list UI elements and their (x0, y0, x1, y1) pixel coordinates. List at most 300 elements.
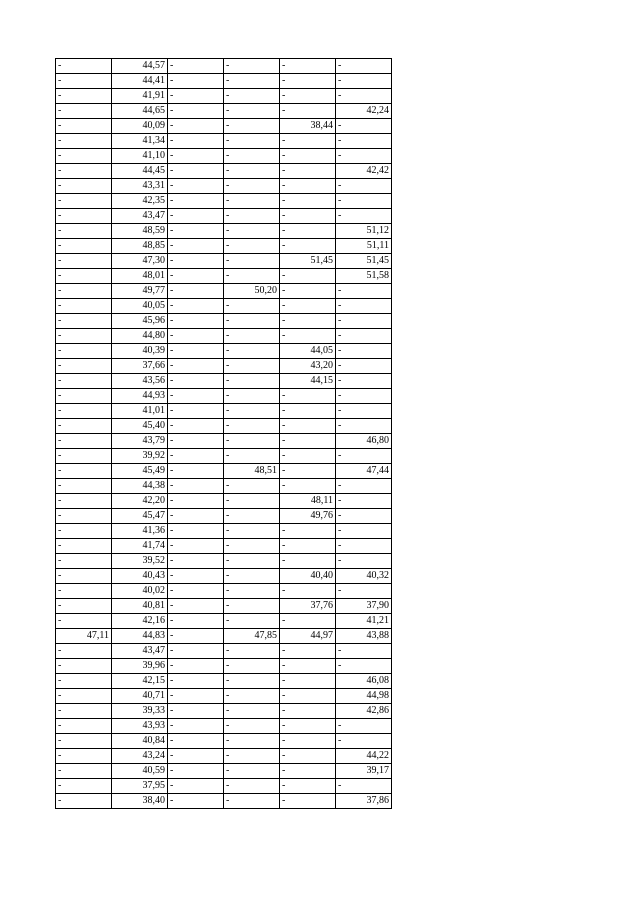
table-row (56, 374, 392, 389)
table-row (56, 464, 392, 479)
table-row (56, 269, 392, 284)
table-cell: - (280, 614, 336, 629)
table-row (56, 749, 392, 764)
table-cell: - (280, 659, 336, 674)
table-cell: - (56, 569, 112, 584)
table-cell: - (168, 704, 224, 719)
table-row (56, 344, 392, 359)
table-cell: - (56, 59, 112, 74)
table-cell: - (56, 524, 112, 539)
table-cell: - (56, 599, 112, 614)
table-cell: - (336, 194, 392, 209)
table-cell: - (56, 794, 112, 809)
table-cell: - (168, 329, 224, 344)
table-cell: - (280, 59, 336, 74)
table-row (56, 284, 392, 299)
table-cell: - (56, 704, 112, 719)
table-cell: 43,47 (112, 209, 168, 224)
table-cell: - (56, 269, 112, 284)
table-row (56, 734, 392, 749)
table-cell: 39,17 (336, 764, 392, 779)
table-cell: 41,74 (112, 539, 168, 554)
table-cell: 37,76 (280, 599, 336, 614)
table-cell: - (224, 419, 280, 434)
table-cell: - (280, 734, 336, 749)
table-cell: - (280, 104, 336, 119)
table-cell: 43,20 (280, 359, 336, 374)
table-cell: 51,11 (336, 239, 392, 254)
table-cell: 44,97 (280, 629, 336, 644)
table-row (56, 404, 392, 419)
table-cell: 38,40 (112, 794, 168, 809)
table-cell: - (224, 104, 280, 119)
table-row (56, 329, 392, 344)
table-cell: 44,57 (112, 59, 168, 74)
table-cell: - (280, 209, 336, 224)
table-cell: - (168, 419, 224, 434)
table-cell: - (168, 644, 224, 659)
table-cell: - (56, 164, 112, 179)
table-cell: 37,66 (112, 359, 168, 374)
table-cell: - (336, 374, 392, 389)
table-row (56, 389, 392, 404)
table-cell: - (56, 149, 112, 164)
table-cell: - (168, 179, 224, 194)
table-cell: - (336, 509, 392, 524)
table-cell: 48,01 (112, 269, 168, 284)
table-cell: - (168, 479, 224, 494)
table-row (56, 479, 392, 494)
table-cell: - (168, 74, 224, 89)
table-cell: - (168, 254, 224, 269)
table-cell: - (168, 59, 224, 74)
table-cell: - (280, 149, 336, 164)
table-cell: - (224, 239, 280, 254)
table-cell: - (280, 689, 336, 704)
table-cell: - (280, 194, 336, 209)
table-row (56, 419, 392, 434)
table-cell: - (168, 764, 224, 779)
table-cell: 41,36 (112, 524, 168, 539)
table-cell: - (56, 509, 112, 524)
table-cell: 51,12 (336, 224, 392, 239)
table-cell: - (56, 464, 112, 479)
table-cell: 41,10 (112, 149, 168, 164)
table-cell: - (336, 329, 392, 344)
table-cell: 42,35 (112, 194, 168, 209)
table-cell: - (168, 779, 224, 794)
table-cell: - (56, 104, 112, 119)
table-cell: 40,43 (112, 569, 168, 584)
table-cell: - (56, 689, 112, 704)
table-cell: 44,05 (280, 344, 336, 359)
table-cell: 44,15 (280, 374, 336, 389)
table-cell: - (224, 599, 280, 614)
table-cell: - (280, 749, 336, 764)
table-cell: - (168, 404, 224, 419)
table-cell: - (168, 554, 224, 569)
table-row (56, 224, 392, 239)
table-row (56, 314, 392, 329)
table-cell: - (280, 134, 336, 149)
table-cell: - (336, 404, 392, 419)
table-cell: - (280, 554, 336, 569)
table-row (56, 134, 392, 149)
table-cell: - (280, 464, 336, 479)
table-cell: - (280, 704, 336, 719)
table-row (56, 74, 392, 89)
table-cell: - (168, 674, 224, 689)
table-cell: - (336, 74, 392, 89)
table-cell: - (168, 584, 224, 599)
table-cell: - (336, 584, 392, 599)
table-cell: - (280, 314, 336, 329)
table-cell: - (336, 134, 392, 149)
table-body (56, 59, 392, 809)
table-cell: - (224, 719, 280, 734)
table-cell: - (224, 59, 280, 74)
table-cell: - (336, 119, 392, 134)
table-cell: 47,85 (224, 629, 280, 644)
table-cell: - (56, 419, 112, 434)
table-cell: - (56, 89, 112, 104)
table-cell: - (280, 539, 336, 554)
table-cell: - (224, 674, 280, 689)
table-cell: - (56, 209, 112, 224)
table-cell: - (280, 299, 336, 314)
table-cell: - (224, 494, 280, 509)
table-cell: - (280, 89, 336, 104)
table-cell: - (336, 209, 392, 224)
table-cell: 43,31 (112, 179, 168, 194)
table-row (56, 794, 392, 809)
table-cell: - (56, 299, 112, 314)
table-cell: - (336, 389, 392, 404)
table-cell: - (56, 434, 112, 449)
table-cell: 40,39 (112, 344, 168, 359)
table-cell: 40,84 (112, 734, 168, 749)
table-cell: - (56, 374, 112, 389)
table-cell: - (56, 359, 112, 374)
table-row (56, 359, 392, 374)
table-cell: - (280, 794, 336, 809)
table-cell: - (168, 374, 224, 389)
table-cell: - (56, 494, 112, 509)
table-cell: - (224, 374, 280, 389)
table-cell: - (168, 434, 224, 449)
table-cell: 39,96 (112, 659, 168, 674)
table-row (56, 614, 392, 629)
table-cell: 40,40 (280, 569, 336, 584)
table-row (56, 524, 392, 539)
table-cell: - (336, 359, 392, 374)
table-row (56, 599, 392, 614)
table-cell: - (168, 89, 224, 104)
table-cell: - (168, 164, 224, 179)
table-cell: 40,59 (112, 764, 168, 779)
table-cell: - (280, 434, 336, 449)
table-row (56, 104, 392, 119)
table-cell: - (224, 449, 280, 464)
table-row (56, 569, 392, 584)
table-cell: - (280, 179, 336, 194)
table-cell: - (336, 539, 392, 554)
table-cell: - (168, 104, 224, 119)
table-row (56, 179, 392, 194)
table-cell: - (168, 749, 224, 764)
table-cell: - (224, 404, 280, 419)
table-cell: 40,05 (112, 299, 168, 314)
table-cell: - (168, 194, 224, 209)
table-cell: - (224, 584, 280, 599)
table-row (56, 554, 392, 569)
table-row (56, 509, 392, 524)
table-cell: - (224, 389, 280, 404)
table-cell: 41,34 (112, 134, 168, 149)
table-cell: - (168, 389, 224, 404)
table-cell: 43,93 (112, 719, 168, 734)
table-cell: - (336, 524, 392, 539)
table-cell: - (224, 794, 280, 809)
table-cell: - (168, 224, 224, 239)
table-cell: 38,44 (280, 119, 336, 134)
table-cell: - (56, 284, 112, 299)
table-cell: 45,47 (112, 509, 168, 524)
table-cell: 41,91 (112, 89, 168, 104)
table-cell: 49,77 (112, 284, 168, 299)
table-row (56, 719, 392, 734)
table-cell: - (56, 224, 112, 239)
table-cell: - (224, 344, 280, 359)
table-cell: - (168, 464, 224, 479)
table-cell: - (224, 749, 280, 764)
table-row (56, 209, 392, 224)
table-cell: - (224, 329, 280, 344)
table-row (56, 254, 392, 269)
table-cell: - (224, 254, 280, 269)
table-row (56, 89, 392, 104)
table-cell: - (56, 539, 112, 554)
table-cell: 43,79 (112, 434, 168, 449)
table-cell: - (280, 644, 336, 659)
table-cell: 44,38 (112, 479, 168, 494)
table-cell: 41,21 (336, 614, 392, 629)
table-cell: - (280, 449, 336, 464)
table-cell: - (168, 509, 224, 524)
table-cell: - (168, 314, 224, 329)
table-cell: - (224, 209, 280, 224)
table-cell: - (280, 479, 336, 494)
table-cell: - (224, 89, 280, 104)
table-cell: - (224, 149, 280, 164)
table-cell: - (168, 599, 224, 614)
table-cell: - (280, 269, 336, 284)
table-row (56, 494, 392, 509)
table-cell: 48,11 (280, 494, 336, 509)
table-cell: - (168, 734, 224, 749)
table-cell: - (56, 389, 112, 404)
table-cell: - (56, 734, 112, 749)
table-cell: - (336, 59, 392, 74)
table-row (56, 149, 392, 164)
table-cell: - (224, 74, 280, 89)
table-cell: 39,92 (112, 449, 168, 464)
table-cell: - (168, 659, 224, 674)
table-row (56, 779, 392, 794)
table-cell: - (56, 779, 112, 794)
table-cell: - (280, 224, 336, 239)
table-row (56, 299, 392, 314)
table-cell: - (168, 269, 224, 284)
table-cell: - (168, 449, 224, 464)
table-cell: - (168, 494, 224, 509)
table-cell: 37,95 (112, 779, 168, 794)
table-cell: - (224, 194, 280, 209)
table-cell: 48,85 (112, 239, 168, 254)
table-cell: 51,45 (280, 254, 336, 269)
table-cell: 48,59 (112, 224, 168, 239)
table-cell: 42,86 (336, 704, 392, 719)
table-cell: - (56, 584, 112, 599)
table-cell: 45,49 (112, 464, 168, 479)
table-cell: 40,02 (112, 584, 168, 599)
table-cell: - (224, 704, 280, 719)
table-cell: - (168, 539, 224, 554)
table-cell: - (280, 674, 336, 689)
table-cell: - (280, 764, 336, 779)
table-row (56, 764, 392, 779)
table-cell: - (56, 119, 112, 134)
table-cell: - (224, 134, 280, 149)
table-cell: 39,33 (112, 704, 168, 719)
table-cell: 51,58 (336, 269, 392, 284)
table-cell: 40,32 (336, 569, 392, 584)
table-cell: - (224, 689, 280, 704)
table-cell: - (280, 164, 336, 179)
table-cell: - (56, 239, 112, 254)
table-cell: - (56, 674, 112, 689)
table-row (56, 689, 392, 704)
table-cell: - (280, 584, 336, 599)
table-cell: - (336, 449, 392, 464)
data-table (55, 58, 392, 809)
table-cell: - (56, 404, 112, 419)
table-cell: 43,56 (112, 374, 168, 389)
table-cell: - (224, 734, 280, 749)
table-cell: - (336, 494, 392, 509)
table-cell: - (224, 569, 280, 584)
table-cell: 40,71 (112, 689, 168, 704)
table-cell: - (56, 134, 112, 149)
table-cell: - (168, 689, 224, 704)
table-cell: - (56, 74, 112, 89)
table-cell: 42,15 (112, 674, 168, 689)
table-cell: 43,24 (112, 749, 168, 764)
table-cell: - (56, 659, 112, 674)
table-cell: - (168, 119, 224, 134)
table-cell: - (168, 359, 224, 374)
table-cell: - (280, 284, 336, 299)
table-cell: - (56, 614, 112, 629)
table-cell: - (336, 299, 392, 314)
table-cell: 41,01 (112, 404, 168, 419)
table-row (56, 119, 392, 134)
table-row (56, 674, 392, 689)
table-cell: 48,51 (224, 464, 280, 479)
table-row (56, 539, 392, 554)
table-cell: - (224, 269, 280, 284)
table-row (56, 644, 392, 659)
table-cell: - (168, 239, 224, 254)
table-cell: 44,65 (112, 104, 168, 119)
table-cell: - (280, 239, 336, 254)
table-cell: - (56, 344, 112, 359)
table-cell: - (168, 299, 224, 314)
table-cell: 51,45 (336, 254, 392, 269)
table-cell: - (224, 659, 280, 674)
table-cell: - (336, 419, 392, 434)
table-cell: - (168, 794, 224, 809)
table-cell: - (224, 779, 280, 794)
table-cell: - (56, 254, 112, 269)
table-cell: - (224, 764, 280, 779)
table-cell: - (56, 644, 112, 659)
table-cell: - (224, 359, 280, 374)
table-cell: - (224, 179, 280, 194)
table-cell: - (336, 284, 392, 299)
table-cell: - (280, 74, 336, 89)
table-cell: 42,20 (112, 494, 168, 509)
table-cell: - (224, 314, 280, 329)
table-cell: - (336, 149, 392, 164)
table-cell: - (224, 509, 280, 524)
table-cell: - (280, 779, 336, 794)
table-row (56, 164, 392, 179)
table-cell: - (224, 119, 280, 134)
table-cell: - (168, 524, 224, 539)
table-cell: - (336, 554, 392, 569)
table-cell: - (280, 404, 336, 419)
table-cell: - (224, 614, 280, 629)
table-cell: 43,88 (336, 629, 392, 644)
table-cell: - (224, 524, 280, 539)
table-cell: - (336, 89, 392, 104)
table-cell: 40,81 (112, 599, 168, 614)
table-cell: 44,22 (336, 749, 392, 764)
table-row (56, 584, 392, 599)
table-cell: - (280, 719, 336, 734)
table-cell: - (168, 629, 224, 644)
table-cell: - (56, 554, 112, 569)
table-cell: 42,42 (336, 164, 392, 179)
table-cell: - (168, 344, 224, 359)
table-cell: 46,08 (336, 674, 392, 689)
table-cell: 50,20 (224, 284, 280, 299)
table-cell: - (336, 644, 392, 659)
table-cell: - (336, 344, 392, 359)
table-cell: - (224, 479, 280, 494)
table-cell: - (224, 554, 280, 569)
table-cell: - (336, 179, 392, 194)
table-cell: 42,16 (112, 614, 168, 629)
table-cell: 46,80 (336, 434, 392, 449)
table-cell: - (56, 479, 112, 494)
table-cell: - (56, 719, 112, 734)
table-cell: - (224, 299, 280, 314)
table-cell: 44,45 (112, 164, 168, 179)
table-cell: - (336, 314, 392, 329)
table-cell: - (168, 719, 224, 734)
